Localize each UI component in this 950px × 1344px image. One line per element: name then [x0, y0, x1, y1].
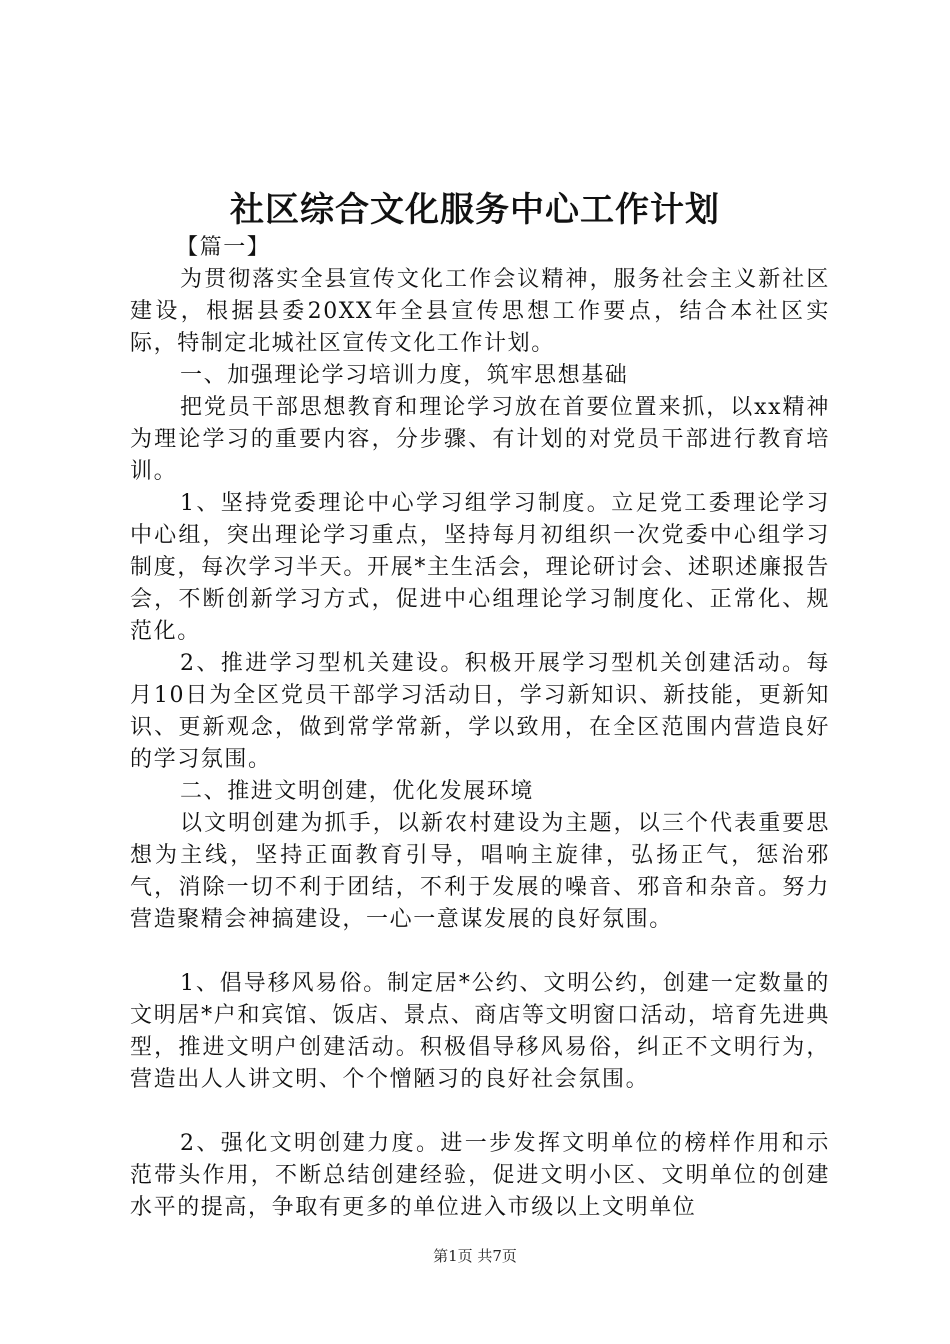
heading-section-1: 一、加强理论学习培训力度，筑牢思想基础 [180, 363, 629, 388]
paragraph-intro: 为贯彻落实全县宣传文化工作会议精神，服务社会主义新社区建设，根据县委20XX年全县宣传思想工作要点，结合本社区实际，特制定北城社区宣传文化工作计划。 [130, 267, 830, 356]
page-title: 社区综合文化服务中心工作计划 [230, 190, 720, 230]
paragraph-item-2-1: 1、倡导移风易俗。制定居*公约、文明公约，创建一定数量的文明居*户和宾馆、饭店、景点、商店等文明窗口活动，培育先进典型，推进文明户创建活动。积极倡导移风易俗，纠正不文明行为，营造出人人讲文明、个个憎陋习的良好社会氛围。 [130, 971, 830, 1092]
paragraph-item-1-2: 2、推进学习型机关建设。积极开展学习型机关创建活动。每月10日为全区党员干部学习活动日，学习新知识、新技能，更新知识、更新观念，做到常学常新，学以致用，在全区范围内营造良好的学习氛围。 [130, 651, 830, 772]
page-footer: 第1页 共7页 [433, 1247, 517, 1265]
paragraph-item-2-2: 2、强化文明创建力度。进一步发挥文明单位的榜样作用和示范带头作用，不断总结创建经验，促进文明小区、文明单位的创建水平的提高，争取有更多的单位进入市级以上文明单位 [130, 1131, 830, 1220]
paragraph-item-1-1: 1、坚持党委理论中心学习组学习制度。立足党工委理论学习中心组，突出理论学习重点，坚持每月初组织一次党委中心组学习制度，每次学习半天。开展*主生活会，理论研讨会、述职述廉报告会，不断创新学习方式，促进中心组理论学习制度化、正常化、规范化。 [130, 491, 830, 644]
document-body [130, 232, 830, 1224]
paragraph-section-1: 把党员干部思想教育和理论学习放在首要位置来抓，以xx精神为理论学习的重要内容，分步骤、有计划的对党员干部进行教育培训。 [130, 395, 830, 484]
section-label: 【篇一】 [176, 235, 271, 260]
paragraph-section-2: 以文明创建为抓手，以新农村建设为主题，以三个代表重要思想为主线，坚持正面教育引导，唱响主旋律，弘扬正气，惩治邪气，消除一切不利于团结，不利于发展的噪音、邪音和杂音。努力营造聚精会神搞建设，一心一意谋发展的良好氛围。 [130, 811, 830, 932]
heading-section-2: 二、推进文明创建，优化发展环境 [180, 779, 535, 804]
